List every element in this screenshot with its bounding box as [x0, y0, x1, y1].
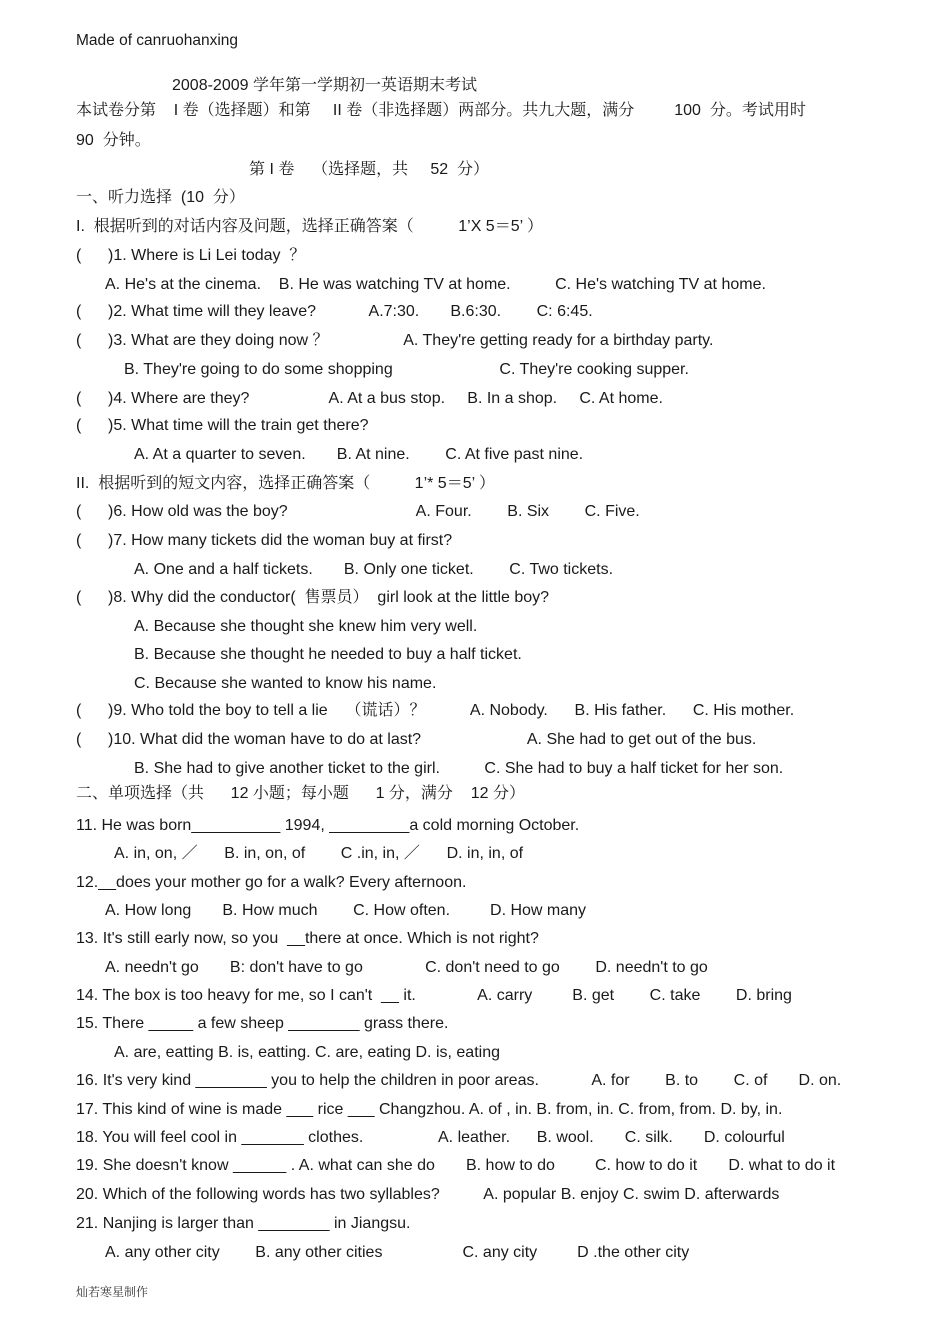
question-12-options: A. How long B. How much C. How often. D. How many: [105, 902, 587, 919]
question-15-options: A. are, eatting B. is, eatting. C. are, eating D. is, eating: [114, 1044, 500, 1061]
question-18: 18. You will feel cool in _______ clothes. A. leather. B. wool. C. silk. D. colourful: [76, 1129, 785, 1146]
question-10: ( )10. What did the woman have to do at last? A. She had to get out of the bus.: [76, 731, 757, 748]
question-1-options: A. He's at the cinema. B. He was watching TV at home. C. He's watching TV at home.: [105, 276, 766, 293]
question-17: 17. This kind of wine is made ___ rice ___ Changzhou. A. of , in. B. from, in. C. from, from. D. by, in.: [76, 1101, 783, 1118]
question-13: 13. It's still early now, so you __there at once. Which is not right?: [76, 930, 539, 947]
question-21-options: A. any other city B. any other cities C. any city D .the other city: [105, 1244, 690, 1261]
question-2: ( )2. What time will they leave? A.7:30. B.6:30. C: 6:45.: [76, 303, 593, 320]
question-20: 20. Which of the following words has two syllables? A. popular B. enjoy C. swim D. afterwards: [76, 1186, 780, 1203]
question-5-options: A. At a quarter to seven. B. At nine. C. At five past nine.: [134, 446, 584, 463]
question-5: ( )5. What time will the train get there?: [76, 417, 369, 434]
question-16: 16. It's very kind ________ you to help the children in poor areas. A. for B. to C. of D. on.: [76, 1072, 842, 1089]
question-8: ( )8. Why did the conductor( 售票员） girl look at the little boy?: [76, 589, 550, 606]
section-listening-part2: II. 根据听到的短文内容，选择正确答案（ 1’* 5＝5’ ）: [76, 475, 496, 492]
intro-line-2: 90 分钟。: [76, 132, 151, 149]
question-10-options: B. She had to give another ticket to the girl. C. She had to buy a half ticket for her son.: [134, 760, 784, 777]
exam-title: 2008-2009 学年第一学期初一英语期末考试: [172, 77, 477, 94]
question-21: 21. Nanjing is larger than ________ in Jiangsu.: [76, 1215, 411, 1232]
question-9: ( )9. Who told the boy to tell a lie （谎话）？ A. Nobody. B. His father. C. His mother.: [76, 702, 795, 719]
question-1: ( )1. Where is Li Lei today ？: [76, 247, 306, 264]
question-11-options: A. in, on, ／ B. in, on, of C .in, in, ／ D. in, in, of: [114, 845, 524, 862]
question-3-options: B. They're going to do some shopping C. They're cooking supper.: [124, 361, 689, 378]
question-3: ( )3. What are they doing now ？ A. They're getting ready for a birthday party.: [76, 332, 714, 349]
section-listening: 一、听力选择 (10 分）: [76, 189, 245, 206]
section-single-choice: 二、单项选择（共 12 小题；每小题 1 分，满分 12 分）: [76, 785, 525, 802]
question-6: ( )6. How old was the boy? A. Four. B. Six C. Five.: [76, 503, 640, 520]
question-19: 19. She doesn't know ______ . A. what can she do B. how to do C. how to do it D. what to do it: [76, 1157, 836, 1174]
question-7: ( )7. How many tickets did the woman buy at first?: [76, 532, 453, 549]
question-8-option-c: C. Because she wanted to know his name.: [134, 675, 437, 692]
question-14: 14. The box is too heavy for me, so I can't __ it. A. carry B. get C. take D. bring: [76, 987, 792, 1004]
question-11: 11. He was born__________ 1994, _________a cold morning October.: [76, 817, 580, 834]
section-listening-part1: I. 根据听到的对话内容及问题，选择正确答案（ 1’X 5＝5’ ）: [76, 218, 544, 235]
intro-line-1: 本试卷分第 I 卷（选择题）和第 II 卷（非选择题）两部分。共九大题，满分 100 分。考试用时: [76, 102, 806, 119]
page-footer: 灿若寒星制作: [76, 1285, 149, 1299]
question-13-options: A. needn't go B: don't have to go C. don't need to go D. needn't to go: [105, 959, 708, 976]
part1-title: 第 I 卷 （选择题，共 52 分）: [249, 161, 490, 178]
question-4: ( )4. Where are they? A. At a bus stop. B. In a shop. C. At home.: [76, 390, 663, 407]
question-12: 12.__does your mother go for a walk? Every afternoon.: [76, 874, 467, 891]
question-15: 15. There _____ a few sheep ________ grass there.: [76, 1015, 449, 1032]
page-header: Made of canruohanxing: [76, 32, 239, 49]
question-7-options: A. One and a half tickets. B. Only one ticket. C. Two tickets.: [134, 561, 614, 578]
question-8-option-b: B. Because she thought he needed to buy a half ticket.: [134, 646, 522, 663]
question-8-option-a: A. Because she thought she knew him very well.: [134, 618, 478, 635]
